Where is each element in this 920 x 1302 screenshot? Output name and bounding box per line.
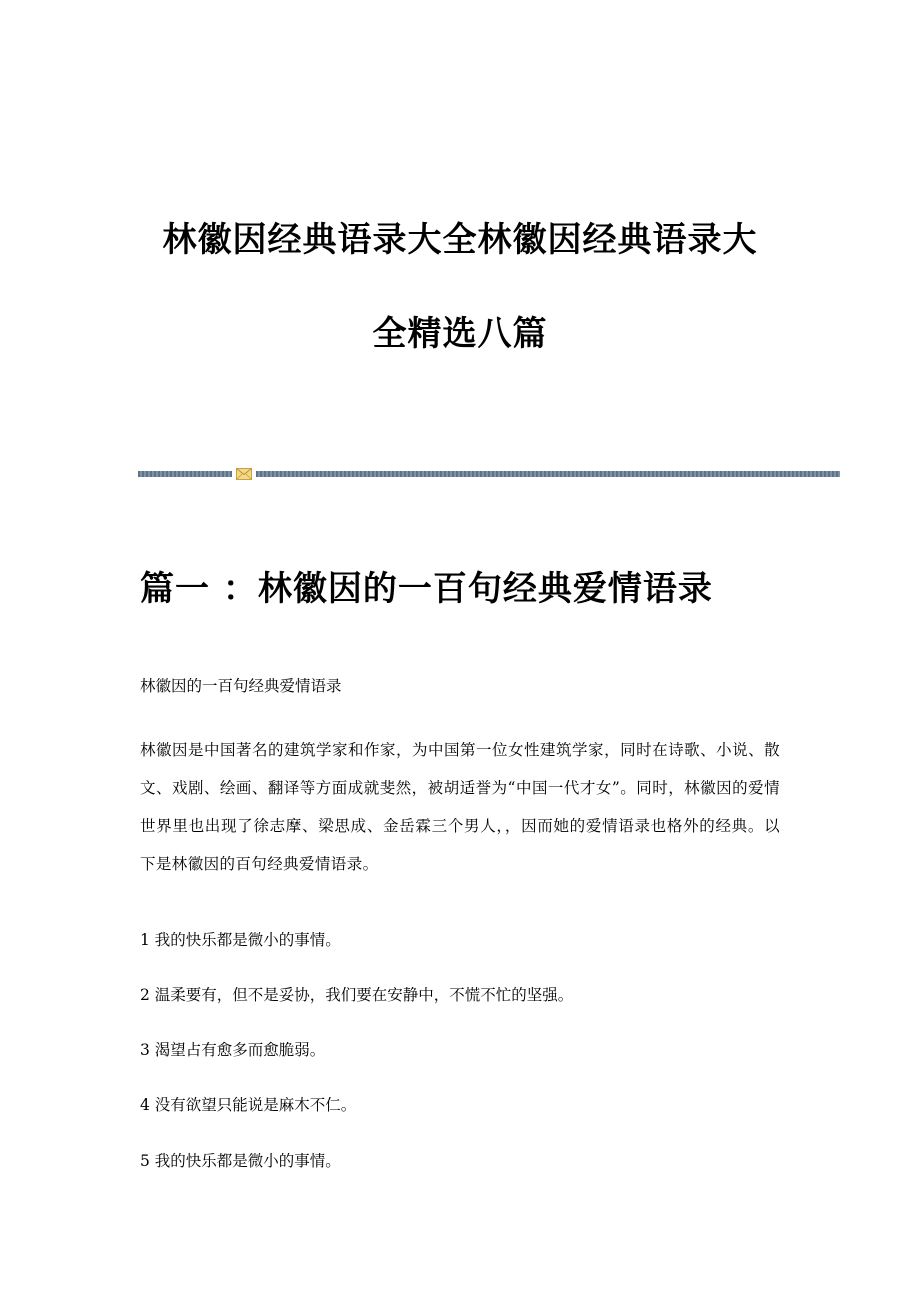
document-title-line-2: 全精选八篇 [372,314,548,354]
section-heading: 篇一 ：林徽因的一百句经典爱情语录 [140,569,713,609]
quote-item: 2 温柔要有，但不是妥协，我们要在安静中，不慌不忙的坚强。 [140,986,574,1004]
envelope-ornament-icon [236,468,252,480]
intro-paragraph: 林徽因是中国著名的建筑学家和作家，为中国第一位女性建筑学家，同时在诗歌、小说、散文、戏剧、绘画、翻译等方面成就斐然，被胡适誉为“中国一代才女”。同时，林徽因的爱情世界里也出现了徐志摩、梁思成、金岳霖三个男人，，因而她的爱情语录也格外的经典。以下是林徽因的百句经典爱情语录。 [140,741,780,873]
quote-item: 4 没有欲望只能说是麻木不仁。 [140,1096,357,1114]
document-title-line-1: 林徽因经典语录大全林徽因经典语录大 [162,220,758,260]
title-divider [138,468,840,480]
quote-item: 5 我的快乐都是微小的事情。 [140,1152,341,1170]
divider-bar-left [138,471,232,477]
divider-bar-right [256,471,840,477]
section-subtitle: 林徽因的一百句经典爱情语录 [140,677,342,695]
quote-item: 1 我的快乐都是微小的事情。 [140,931,341,949]
quote-item: 3 渴望占有愈多而愈脆弱。 [140,1041,326,1059]
